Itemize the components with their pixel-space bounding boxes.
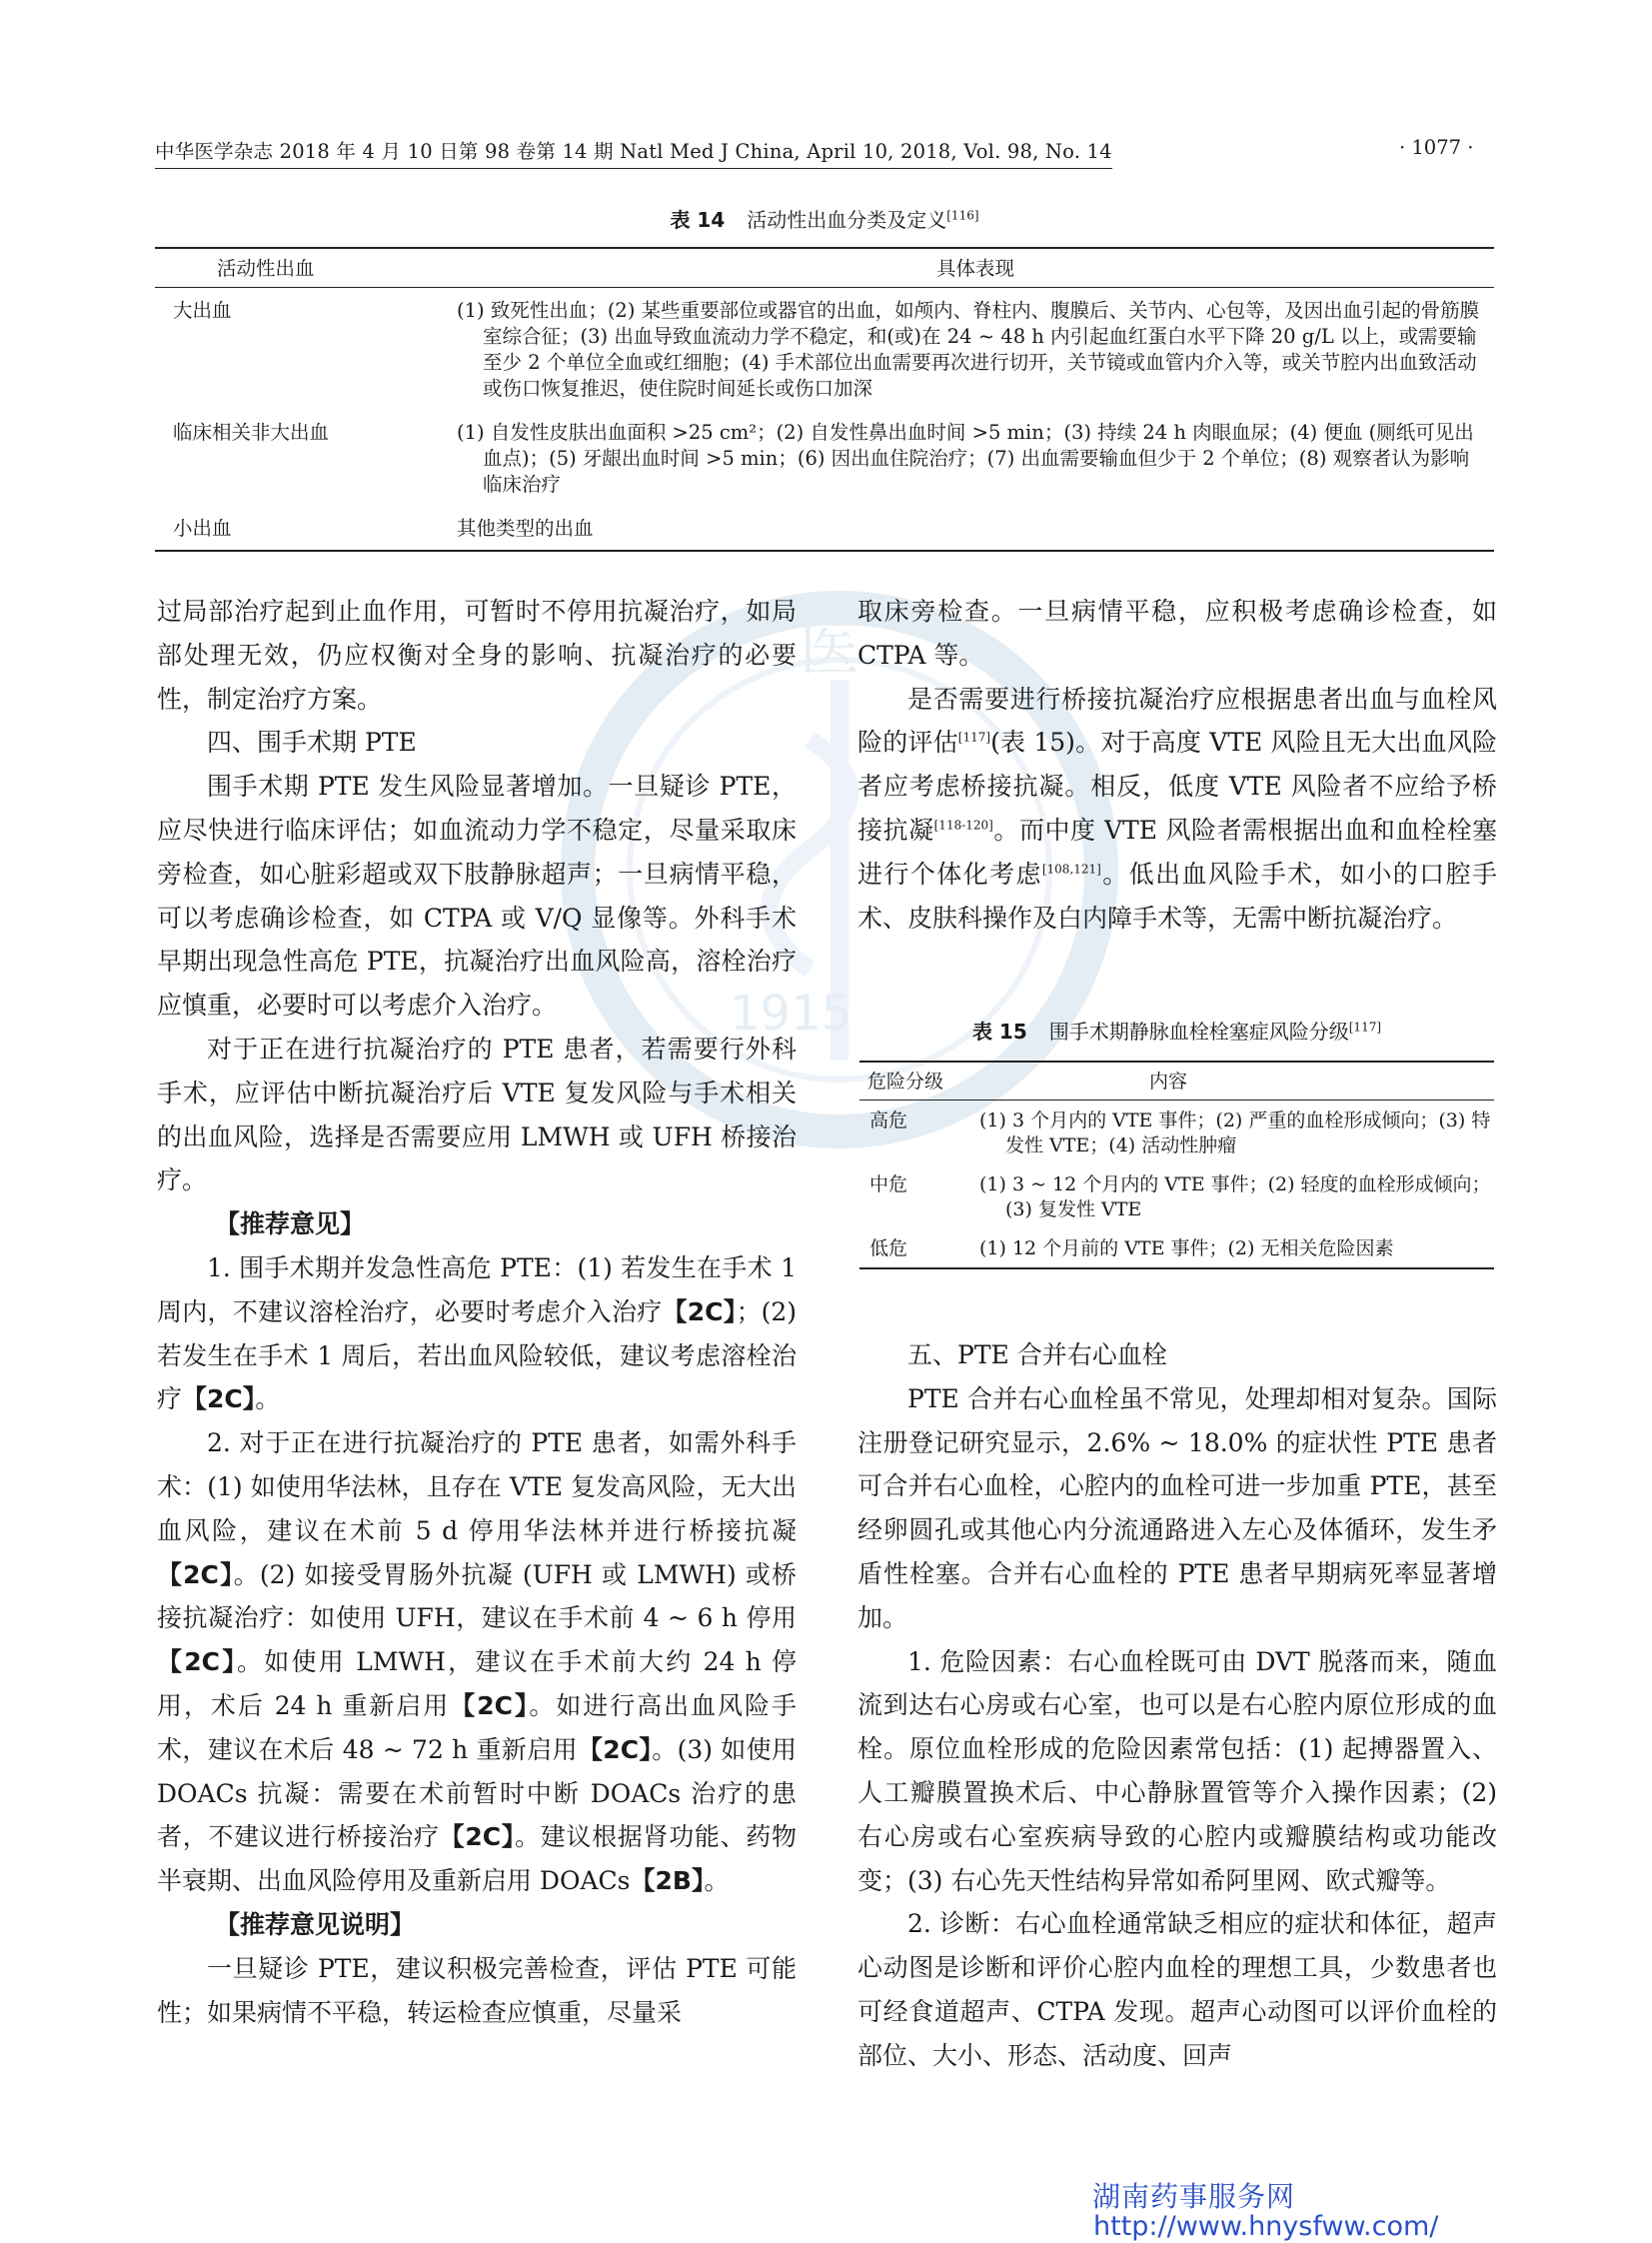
detail-text: (1) 自发性皮肤出血面积 >25 cm²；(2) 自发性鼻出血时间 >5 min；(3) 持续 24 h 肉眼血尿；(4) 便血 (厕纸可见出血点)；(5) 牙龈出血时间 >5 min；(6) 因出血住院治疗；(7) 出血需要输血但少于 2 个单位；(8) 观察者认为影响临床治疗 [457, 421, 1474, 496]
para-text: 。低出血风险手术，如小的口腔手术、皮肤科操作及白内障手术等，无需中断抗凝治疗。 [857, 859, 1497, 933]
table15-title: 围手术期静脉血栓栓塞症风险分级 [1048, 1020, 1349, 1044]
rec-text: ；(2) 若发生在手术 1 周后，若出血风险较低，建议考虑溶栓治疗 [157, 1296, 797, 1414]
left-column [157, 590, 797, 2034]
table14-title: 活动性出血分类及定义 [747, 208, 947, 232]
table-row [859, 1101, 1494, 1165]
column-header: 危险分级 [859, 1062, 979, 1101]
table-header-row [155, 248, 1494, 288]
table-header-row [859, 1062, 1494, 1101]
recommendation-explanation-heading: 【推荐意见说明】 [215, 1909, 416, 1939]
table-cell-detail [457, 288, 1494, 411]
rec-text: 。(3) 如使用 DOACs 抗凝：需要在术前暂时中断 DOACs 治疗的患者，不建议进行桥接治疗 [157, 1734, 797, 1852]
table-cell-content [979, 1164, 1494, 1228]
footer-site-name: 湖南药事服务网 [1092, 2180, 1296, 2213]
evidence-grade: 【2C】 [450, 1690, 530, 1720]
section-heading: 四、围手术期 PTE [207, 728, 417, 758]
rec-text: 。如使用 LMWH，建议在手术前大约 24 h 停用，术后 24 h 重新启用 [157, 1647, 797, 1720]
table-row [859, 1164, 1494, 1228]
evidence-grade: 【2C】 [157, 1559, 234, 1589]
rec-text: 1. 围手术期并发急性高危 PTE：(1) 若发生在手术 1 周内，不建议溶栓治疗，必要时考虑介入治疗 [157, 1252, 797, 1326]
para-text: 是否需要进行桥接抗凝治疗应根据患者出血与血栓风险的评估 [857, 684, 1497, 758]
table15-caption [859, 1016, 1494, 1045]
table-cell-detail: 其他类型的出血 [457, 517, 594, 540]
paragraph: 围手术期 PTE 发生风险显著增加。一旦疑诊 PTE，应尽快进行临床评估；如血流动力学不稳定，尽量采取床旁检查，如心脏彩超或双下肢静脉超声；一旦病情平稳，可以考虑确诊检查，如 CTPA 或 V/Q 显像等。外科手术早期出现急性高危 PTE，抗凝治疗出血风险高，溶栓治疗应慎重，必要时可以考虑介入治疗。 [157, 772, 797, 1021]
recommendation-heading: 【推荐意见】 [215, 1209, 366, 1239]
detail-text: (1) 致死性出血；(2) 某些重要部位或器官的出血，如颅内、脊柱内、腹膜后、关节内、心包等，及因出血引起的骨筋膜室综合征；(3) 出血导致血流动力学不稳定，和(或)在 24 ~ 48 h 内引起血红蛋白水平下降 20 g/L 以上，或需要输至少 2 个单位全血或红细胞；(4) 手术部位出血需要再次进行切开，关节镜或血管内介入等，或关节腔内出血致活动或伤口恢复推迟，使住院时间延长或伤口加深 [457, 299, 1480, 400]
paragraph: 取床旁检查。一旦病情平稳，应积极考虑确诊检查，如 CTPA 等。 [857, 597, 1497, 670]
paragraph: 1. 危险因素：右心血栓既可由 DVT 脱落而来，随血流到达右心房或右心室，也可以是右心腔内原位形成的血栓。原位血栓形成的危险因素常包括：(1) 起搏器置入、人工瓣膜置换术后、中心静脉置管等介入操作因素；(2) 右心房或右心室疾病导致的心腔内或瓣膜结构或功能改变；(3) 右心先天性结构异常如希阿里网、欧式瓣等。 [857, 1646, 1497, 1895]
column-header: 内容 [979, 1062, 1494, 1101]
rec-text: 。如进行高出血风险手术，建议在术后 48 ~ 72 h 重新启用 [157, 1690, 797, 1764]
paragraph: 2. 诊断：右心血栓通常缺乏相应的症状和体征，超声心动图是诊断和评价心腔内血栓的理想工具，少数患者也可经食道超声、CTPA 发现。超声心动图可以评价血栓的部位、大小、形态、活动度、回声 [857, 1909, 1497, 2070]
table-cell-level: 中危 [869, 1173, 908, 1195]
recommendation-1 [157, 1246, 797, 1421]
table14 [155, 247, 1494, 552]
evidence-grade: 【2C】 [439, 1822, 516, 1852]
table-cell-category: 临床相关非大出血 [173, 421, 330, 444]
rec-text: 。 [255, 1384, 281, 1414]
table-row [155, 288, 1494, 411]
footer-url-link[interactable]: http://www.hnysfww.com/ [1093, 2211, 1439, 2242]
rec-text: 。 [704, 1866, 730, 1896]
table-row [155, 506, 1494, 551]
table-cell-content [979, 1101, 1494, 1165]
citation: [117] [957, 731, 991, 746]
paragraph: 一旦疑诊 PTE，建议积极完善检查，评估 PTE 可能性；如果病情不平稳，转运检查应慎重，尽量采 [157, 1953, 797, 2027]
table-cell-detail [457, 410, 1494, 506]
para-text: (表 15)。对于高度 VTE 风险且无大出血风险者应考虑桥接抗凝。相反，低度 VTE 风险者不应给予桥接抗凝 [857, 728, 1497, 845]
evidence-grade: 【2B】 [630, 1866, 705, 1896]
table14-label: 表 14 [670, 208, 726, 232]
recommendation-2 [157, 1421, 797, 1903]
table15-label: 表 15 [971, 1020, 1027, 1044]
content-text: (1) 3 个月内的 VTE 事件；(2) 严重的血栓形成倾向；(3) 特发性 VTE；(4) 活动性肿瘤 [979, 1110, 1491, 1156]
evidence-grade: 【2C】 [662, 1296, 737, 1326]
table-cell-category: 大出血 [173, 299, 232, 322]
svg-text:医: 医 [800, 615, 859, 685]
section-heading: 五、PTE 合并右心血栓 [907, 1340, 1167, 1369]
paragraph: 对于正在进行抗凝治疗的 PTE 患者，若需要行外科手术，应评估中断抗凝治疗后 VTE 复发风险与手术相关的出血风险，选择是否需要应用 LMWH 或 UFH 桥接治疗。 [157, 1034, 797, 1195]
table-row [155, 410, 1494, 506]
rec-text: 。建议根据肾功能、药物半衰期、出血风险停用及重新启用 DOACs [157, 1822, 797, 1896]
table14-caption [155, 204, 1494, 233]
table14-ref: [116] [946, 208, 979, 223]
table15 [859, 1061, 1494, 1269]
page-number: · 1077 · [1399, 136, 1474, 159]
table-row [859, 1228, 1494, 1268]
evidence-grade: 【2C】 [157, 1647, 238, 1677]
table-cell-category: 小出血 [173, 517, 232, 540]
svg-text:1915: 1915 [730, 986, 852, 1042]
citation: [108,121] [1041, 862, 1101, 877]
paragraph: 过局部治疗起到止血作用，可暂时不停用抗凝治疗，如局部处理无效，仍应权衡对全身的影响、抗凝治疗的必要性，制定治疗方案。 [157, 597, 797, 714]
column-header: 活动性出血 [155, 248, 457, 288]
evidence-grade: 【2C】 [577, 1734, 653, 1764]
table15-ref: [117] [1348, 1020, 1382, 1035]
right-column-top [857, 590, 1497, 940]
paragraph [857, 678, 1497, 941]
citation: [118-120] [933, 818, 993, 833]
content-text: (1) 3 ~ 12 个月内的 VTE 事件；(2) 轻度的血栓形成倾向；(3) 复发性 VTE [979, 1173, 1491, 1220]
para-text: 。而中度 VTE 风险者需根据出血和血栓栓塞进行个体化考虑 [857, 815, 1497, 889]
right-column-bottom [857, 1333, 1497, 2078]
running-header: 中华医学杂志 2018 年 4 月 10 日第 98 卷第 14 期 Natl Med J China, April 10, 2018, Vol. 98, No. 14 [155, 136, 1112, 169]
table-cell-level: 低危 [869, 1237, 908, 1259]
table-cell-level: 高危 [869, 1110, 908, 1131]
column-header: 具体表现 [457, 248, 1494, 288]
rec-text: 。(2) 如接受胃肠外抗凝 (UFH 或 LMWH) 或桥接抗凝治疗：如使用 UFH，建议在手术前 4 ~ 6 h 停用 [157, 1559, 797, 1633]
paragraph: PTE 合并右心血栓虽不常见，处理却相对复杂。国际注册登记研究显示，2.6% ~ 18.0% 的症状性 PTE 患者可合并右心血栓，心腔内的血栓可进一步加重 PTE，甚至经卵圆孔或其他心内分流通路进入左心及体循环，发生矛盾性栓塞。合并右心血栓的 PTE 患者早期病死率显著增加。 [857, 1383, 1497, 1632]
table-cell-content: (1) 12 个月前的 VTE 事件；(2) 无相关危险因素 [979, 1237, 1394, 1259]
rec-text: 2. 对于正在进行抗凝治疗的 PTE 患者，如需外科手术：(1) 如使用华法林，且存在 VTE 复发高风险，无大出血风险，建议在术前 5 d 停用华法林并进行桥接抗凝 [157, 1428, 797, 1545]
evidence-grade: 【2C】 [182, 1384, 256, 1414]
